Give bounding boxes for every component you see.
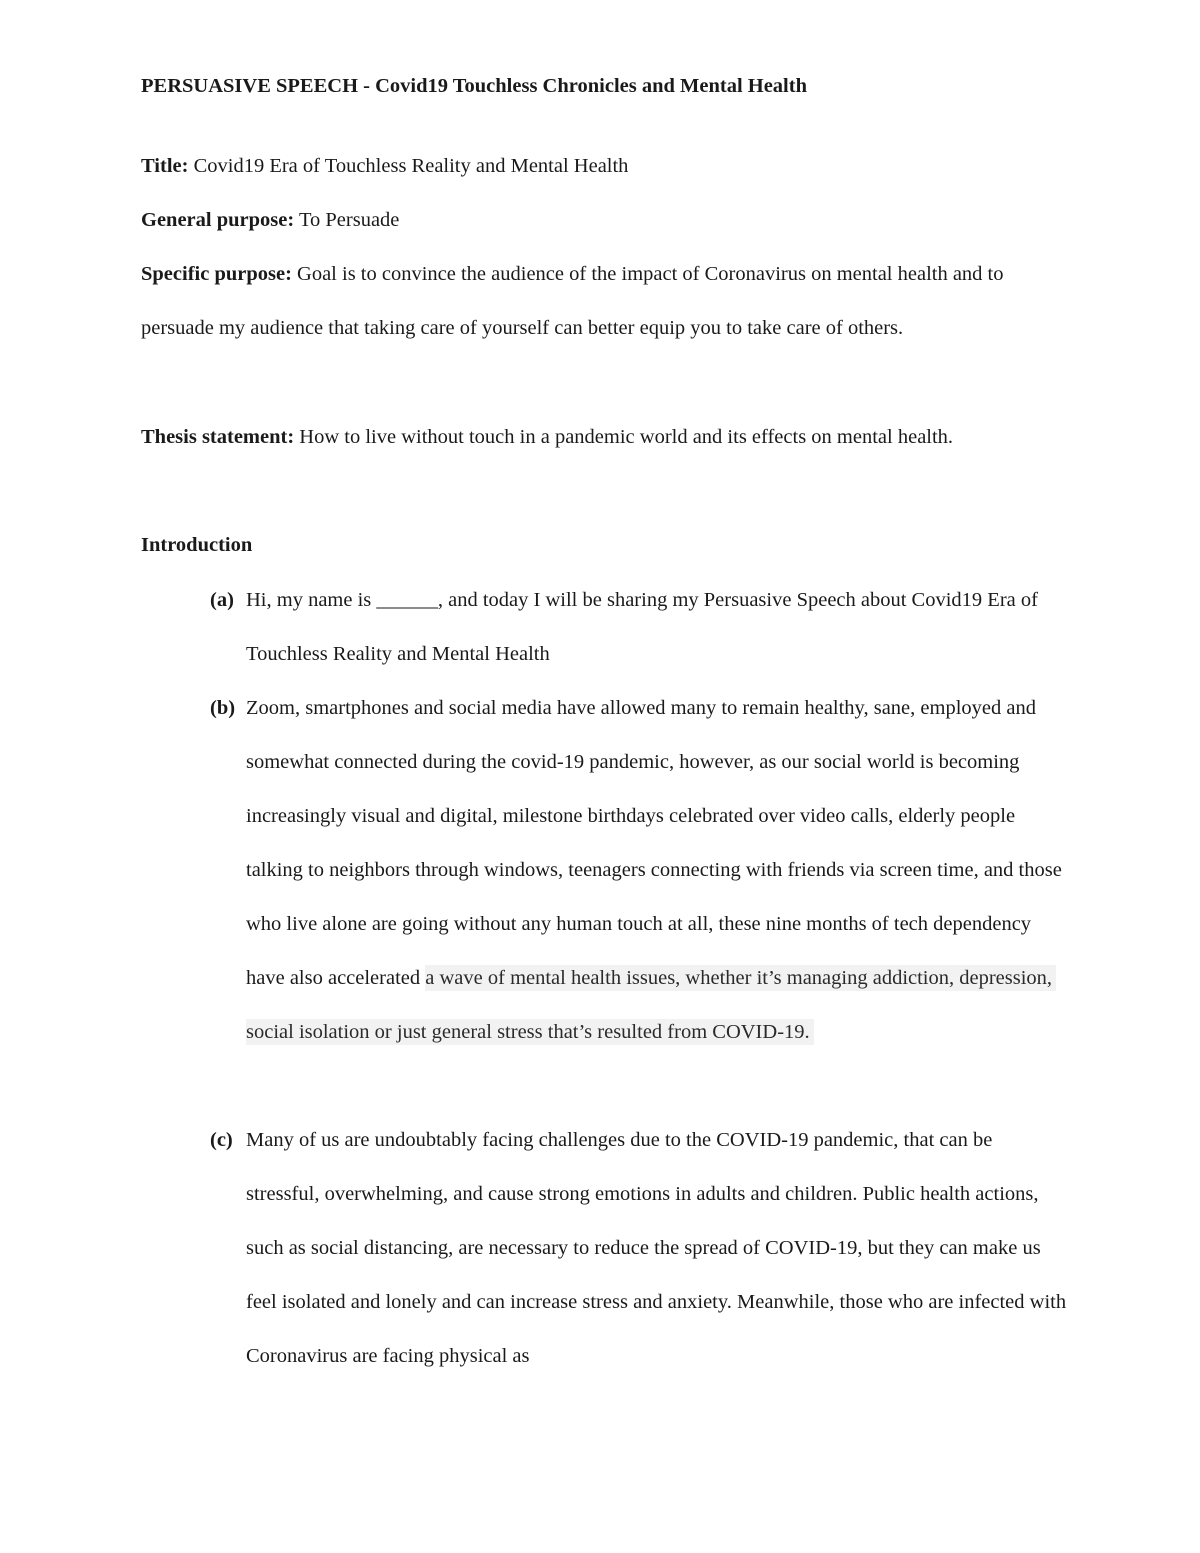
title-field: [141, 139, 1071, 193]
intro-item-b: [210, 681, 1068, 1059]
specific-purpose-label: Specific purpose:: [141, 263, 292, 285]
thesis-label: Thesis statement:: [141, 426, 295, 448]
title-value: Covid19 Era of Touchless Reality and Mental Health: [193, 155, 629, 177]
item-marker: (b): [210, 697, 236, 719]
document-heading: PERSUASIVE SPEECH - Covid19 Touchless Chronicles and Mental Health: [141, 75, 807, 97]
specific-purpose-value: Goal is to convince the audience of the impact of Coronavirus on mental health and to persuade my audience that taking care of yourself can better equip you to take care of others.: [141, 263, 1004, 339]
item-marker: (c): [210, 1129, 233, 1151]
highlighted-text: a wave of mental health issues, whether it’s managing addiction, depression, social isolation or just general stress that’s resulted from COVID-19.: [246, 965, 1056, 1045]
introduction-heading: Introduction: [141, 534, 253, 556]
intro-item-c: [210, 1113, 1068, 1383]
general-purpose-value: To Persuade: [298, 209, 400, 231]
item-body: [246, 681, 1068, 1059]
intro-item-a: [210, 573, 1068, 681]
thesis-value: How to live without touch in a pandemic world and its effects on mental health.: [299, 426, 954, 448]
specific-purpose-field: [141, 247, 1071, 355]
item-text: Many of us are undoubtably facing challenges due to the COVID-19 pandemic, that can be stressful, overwhelming, and cause strong emotions in adults and children. Public health actions, such as social distancing, are necessary to reduce the spread of COVID-19, but they can make us feel isolated and lonely and can increase stress and anxiety. Meanwhile, those who are infected with Coronavirus are facing physical as: [246, 1129, 1067, 1367]
general-purpose-field: [141, 193, 1071, 247]
general-purpose-label: General purpose:: [141, 209, 295, 231]
thesis-field: [141, 410, 1071, 464]
item-marker: (a): [210, 589, 234, 611]
title-label: Title:: [141, 155, 189, 177]
item-text: Zoom, smartphones and social media have allowed many to remain healthy, sane, employed and somewhat connected during the covid-19 pandemic, however, as our social world is becoming increasingly visual and digital, milestone birthdays celebrated over video calls, elderly people talking to neighbors through windows, teenagers connecting with friends via screen time, and those who live alone are going without any human touch at all, these nine months of tech dependency have also accelerated: [246, 697, 1062, 989]
item-text: Hi, my name is ______, and today I will be sharing my Persuasive Speech about Covid19 Era of Touchless Reality and Mental Health: [246, 589, 1038, 665]
